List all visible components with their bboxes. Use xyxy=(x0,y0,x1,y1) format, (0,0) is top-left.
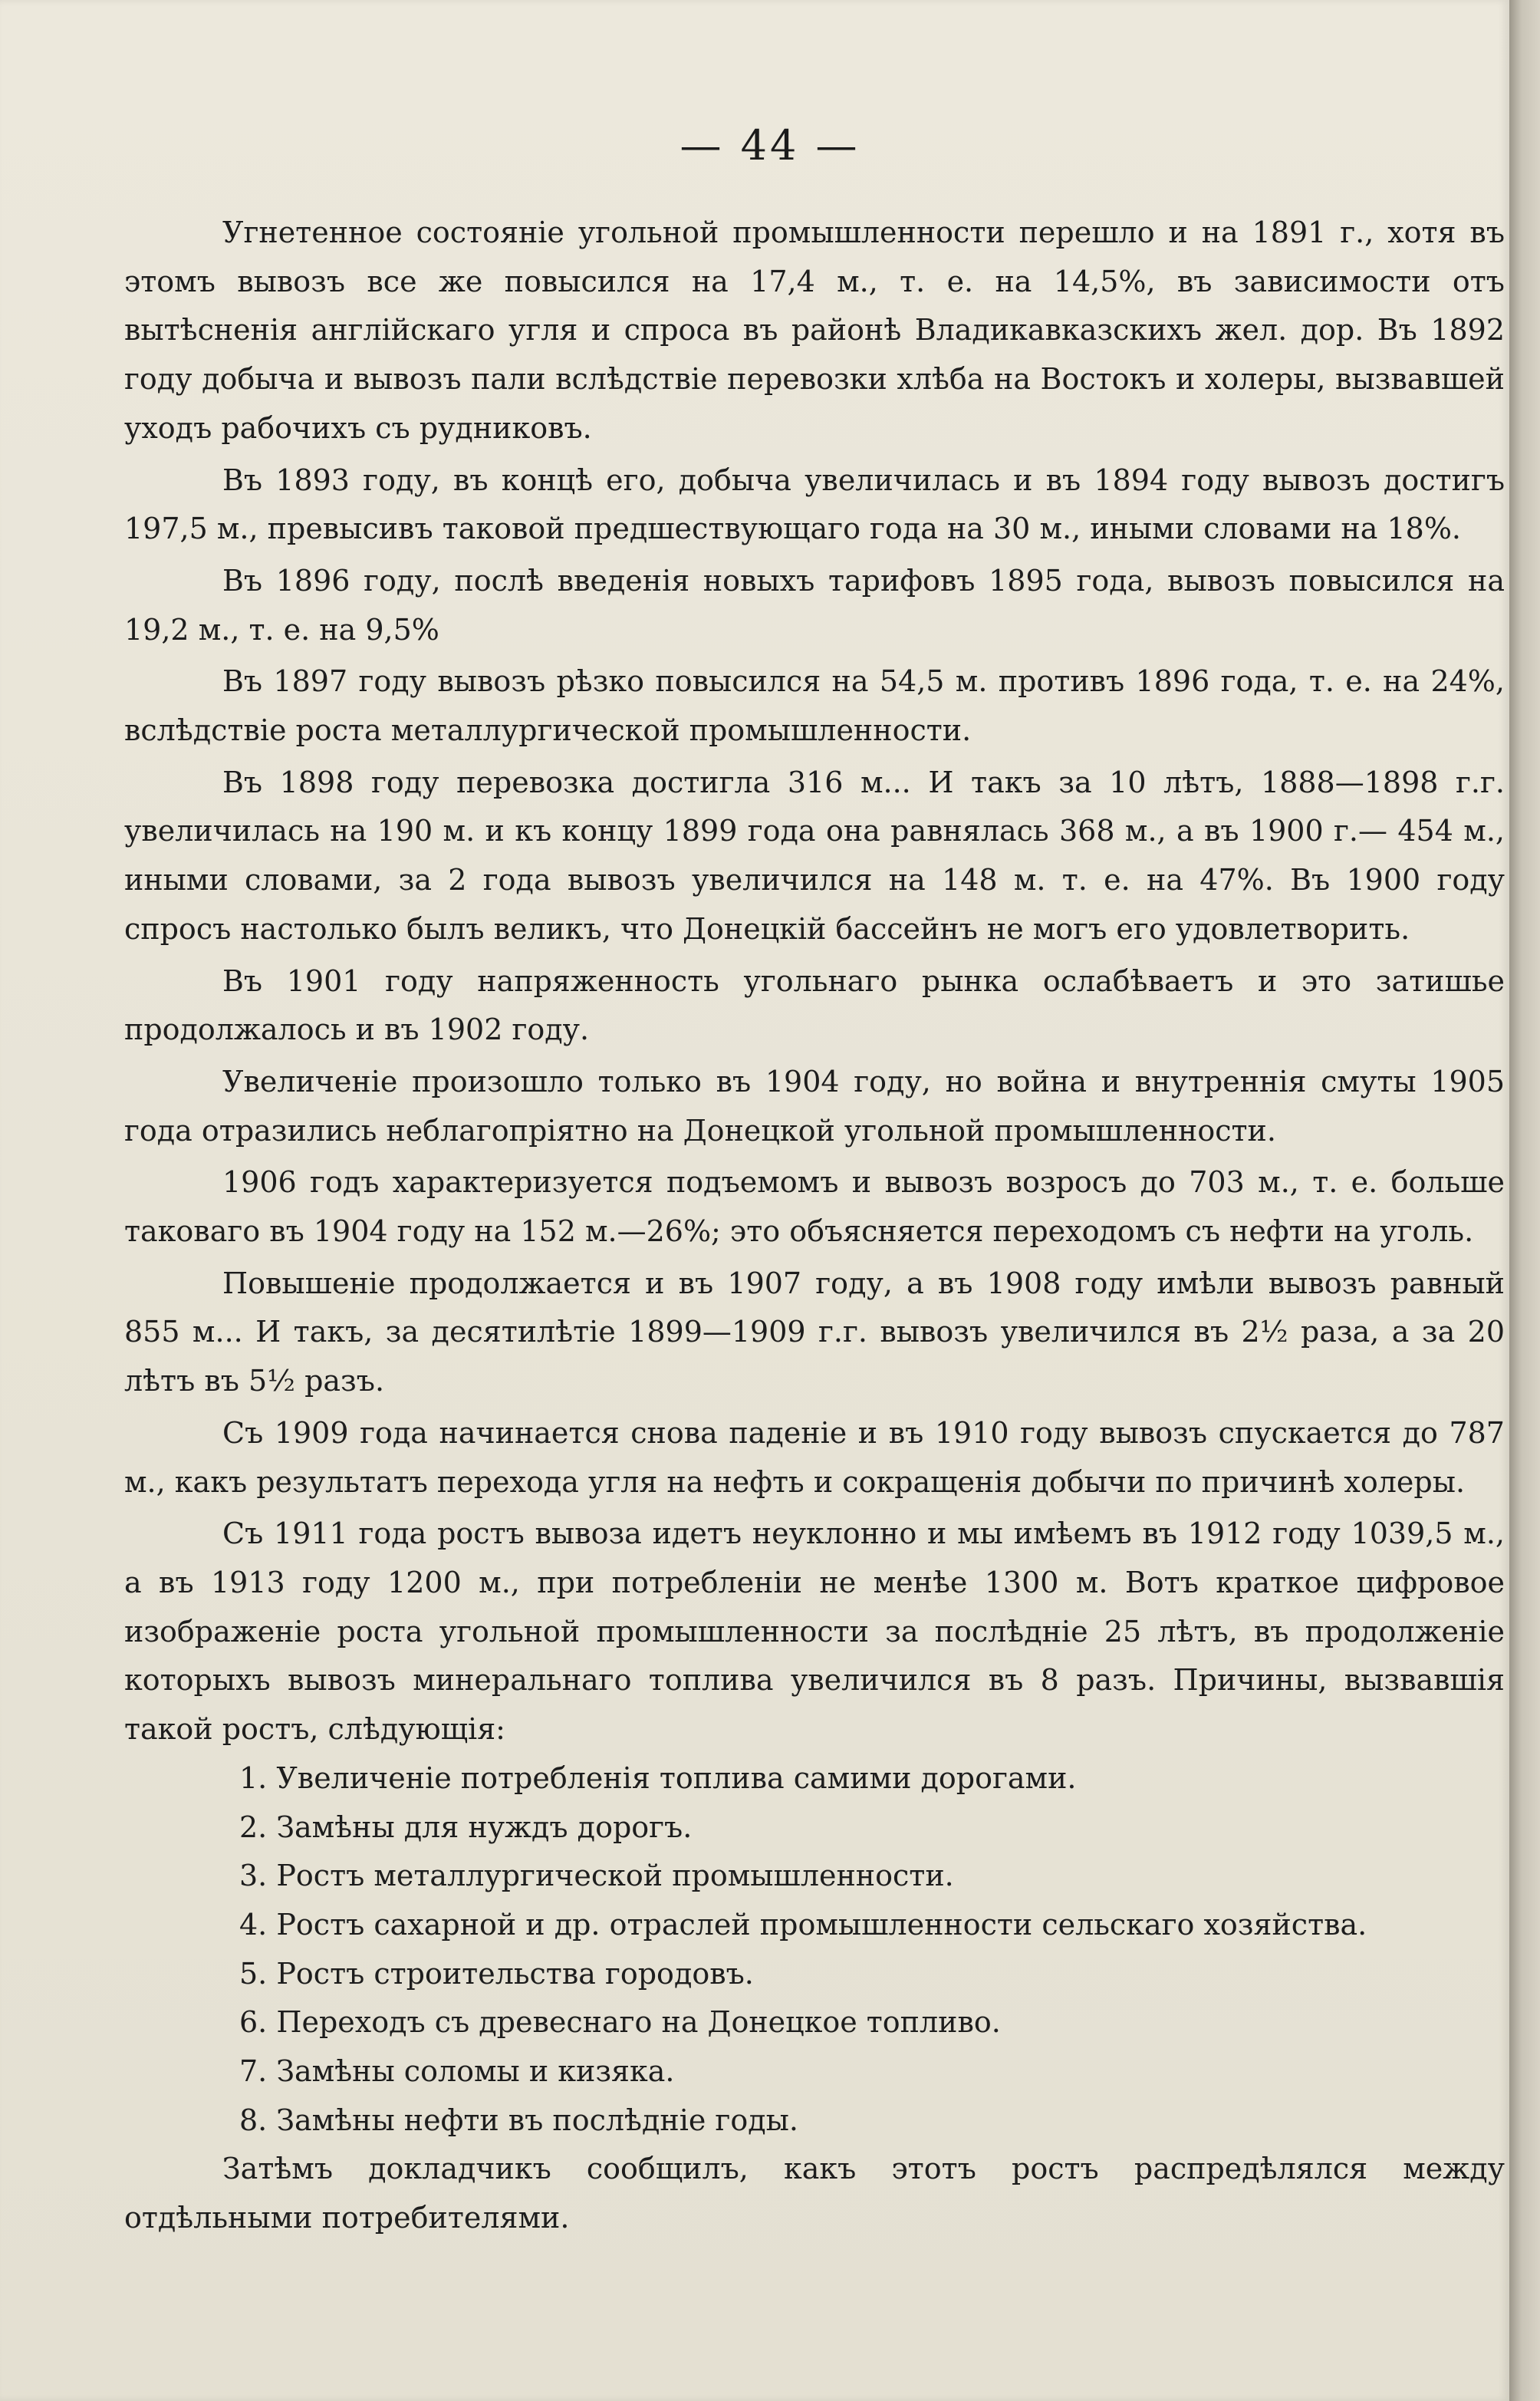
list-item: 8. Замѣны нефти въ послѣднiе годы. xyxy=(239,2103,798,2137)
list-item: 6. Переходъ съ древеснаго на Донецкое топливо. xyxy=(239,2005,1001,2040)
list-item: 1. Увеличенiе потребленiя топлива самими дорогами. xyxy=(239,1760,1077,1795)
paragraph: Въ 1893 году, въ концѣ его, добыча увеличилась и въ 1894 году вывозъ достигъ 197,5 м., превысивъ таковой предшествующаго года на 30 м., иными словами на 18%. xyxy=(124,463,1505,546)
list-item: 3. Ростъ металлургической промышленности. xyxy=(239,1859,954,1893)
page-body xyxy=(124,209,1505,2243)
paragraph: Съ 1909 года начинается снова паденiе и въ 1910 году вывозъ спускается до 787 м., какъ результатъ перехода угля на нефть и сокращенiя добычи по причинѣ холеры. xyxy=(124,1415,1505,1499)
paragraph: Въ 1896 году, послѣ введенiя новыхъ тарифовъ 1895 года, вывозъ повысился на 19,2 м., т. е. на 9,5% xyxy=(124,563,1505,647)
list-item: 7. Замѣны соломы и кизяка. xyxy=(239,2054,675,2089)
list-item: 2. Замѣны для нуждъ дорогъ. xyxy=(239,1810,693,1844)
paragraph: Увеличенiе произошло только въ 1904 году, но война и внутреннiя смуты 1905 года отразились неблагопрiятно на Донецкой угольной промышленности. xyxy=(124,1064,1505,1148)
list-item: 4. Ростъ сахарной и др. отраслей промышленности сельскаго хозяйства. xyxy=(239,1907,1367,1942)
closing-paragraph: Затѣмъ докладчикъ сообщилъ, какъ этотъ ростъ распредѣлялся между отдѣльными потребителями. xyxy=(124,2152,1505,2235)
paragraph: Повышенiе продолжается и въ 1907 году, а въ 1908 году имѣли вывозъ равный 855 м... И такъ, за десятилѣтiе 1899—1909 г.г. вывозъ увеличился въ 2½ раза, а за 20 лѣтъ въ 5½ разъ. xyxy=(124,1266,1505,1398)
paragraph: 1906 годъ характеризуется подъемомъ и вывозъ возросъ до 703 м., т. е. больше таковаго въ 1904 году на 152 м.—26%; это объясняется переходомъ съ нефти на уголь. xyxy=(124,1165,1505,1249)
page-number: — 44 — xyxy=(680,121,860,170)
paragraph: Въ 1901 году напряженность угольнаго рынка ослабѣваетъ и это затишье продолжалось и въ 1902 году. xyxy=(124,963,1505,1047)
paragraph: Въ 1898 году перевозка достигла 316 м... И такъ за 10 лѣтъ, 1888—1898 г.г. увеличилась на 190 м. и къ концу 1899 года она равнялась 368 м., а въ 1900 г.— 454 м., иными словами, за 2 года вывозъ увеличился на 148 м. т. е. на 47%. Въ 1900 году спросъ настолько былъ великъ, что Донецкiй бассейнъ не могъ его удовлетворить. xyxy=(124,765,1505,946)
page-edge xyxy=(1509,0,1540,2401)
paragraph: Съ 1911 года ростъ вывоза идетъ неуклонно и мы имѣемъ въ 1912 году 1039,5 м., а въ 1913 году 1200 м., при потребленiи не менѣе 1300 м. Вотъ краткое цифровое изображенiе роста угольной промышленности за послѣднiе 25 лѣтъ, въ продолженiе которыхъ вывозъ минеральнаго топлива увеличился въ 8 разъ. Причины, вызвавшiя такой ростъ, слѣдующiя: xyxy=(124,1517,1505,1747)
paragraph: Угнетенное состоянiе угольной промышленности перешло и на 1891 г., хотя въ этомъ вывозъ все же повысился на 17,4 м., т. е. на 14,5%, въ зависимости отъ вытѣсненiя англiйскаго угля и спроса въ районѣ Владикавказскихъ жел. дор. Въ 1892 году добыча и вывозъ пали вслѣдствiе перевозки хлѣба на Востокъ и холеры, вызвавшей уходъ рабочихъ съ рудниковъ. xyxy=(124,216,1505,445)
paragraph: Въ 1897 году вывозъ рѣзко повысился на 54,5 м. противъ 1896 года, т. е. на 24%, вслѣдствiе роста металлургической промышленности. xyxy=(124,664,1505,748)
causes-list xyxy=(124,1754,1505,2146)
list-item: 5. Ростъ строительства городовъ. xyxy=(239,1956,754,1991)
